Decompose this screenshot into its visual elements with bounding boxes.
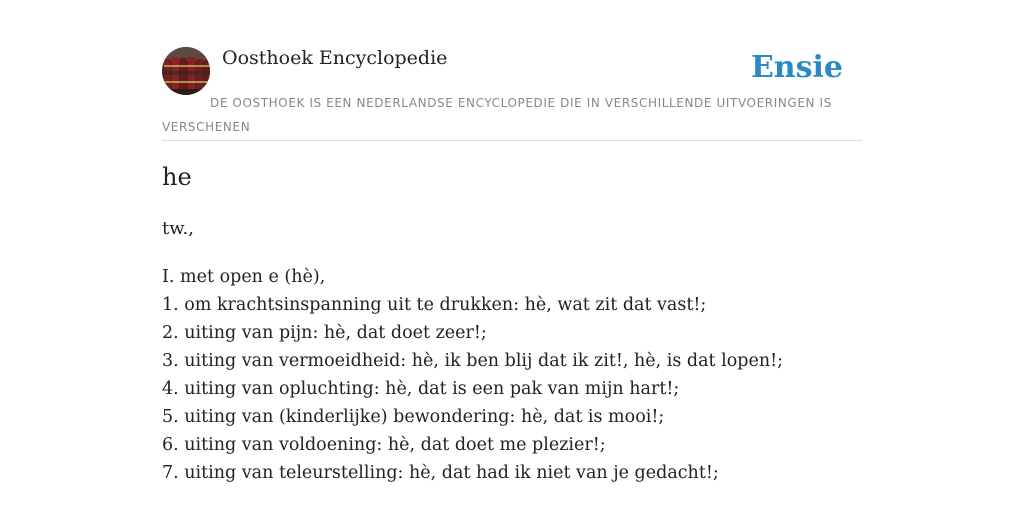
definition-line: 7. uiting van teleurstelling: hè, dat had ik niet van je gedacht!; (162, 463, 719, 483)
definition-line: 3. uiting van vermoeidheid: hè, ik ben blij dat ik zit!, hè, is dat lopen!; (162, 351, 784, 371)
brand-logo-text[interactable]: Ensie (750, 50, 843, 85)
definition-list (162, 263, 862, 487)
site-header (162, 46, 862, 141)
site-tagline: DE OOSTHOEK IS EEN NEDERLANDSE ENCYCLOPEDIE DIE IN VERSCHILLENDE UITVOERINGEN IS VERSCHENEN (162, 96, 832, 134)
definition-line: 2. uiting van pijn: hè, dat doet zeer!; (162, 323, 487, 343)
part-of-speech: tw., (162, 218, 194, 239)
definition-line: 4. uiting van opluchting: hè, dat is een pak van mijn hart!; (162, 379, 680, 399)
definition-line: 6. uiting van voldoening: hè, dat doet me plezier!; (162, 435, 606, 455)
definition-line: 5. uiting van (kinderlijke) bewondering: hè, dat is mooi!; (162, 407, 665, 427)
definition-line: I. met open e (hè), (162, 267, 326, 287)
definition-line: 1. om krachtsinspanning uit te drukken: hè, wat zit dat vast!; (162, 295, 707, 315)
encyclopedia-books-logo[interactable] (162, 47, 210, 95)
entry-title: he (162, 163, 192, 191)
site-title[interactable]: Oosthoek Encyclopedie (222, 47, 448, 69)
